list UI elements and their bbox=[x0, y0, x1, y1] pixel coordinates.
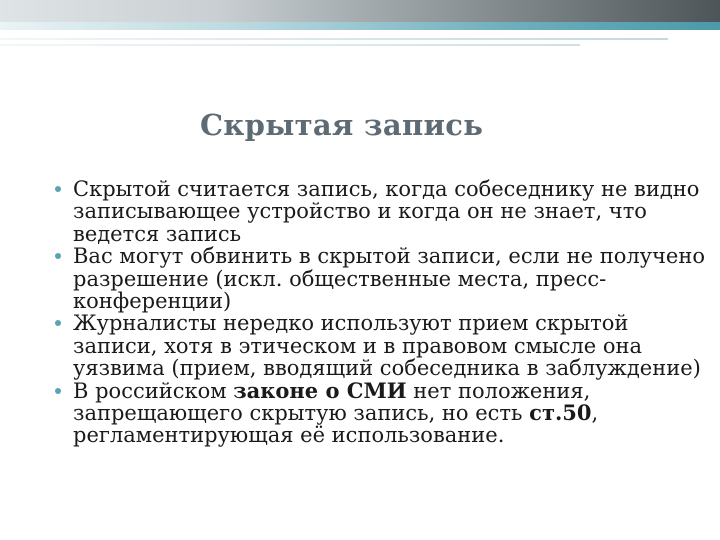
slide-title: Скрытая запись bbox=[200, 108, 484, 142]
bullet-item bbox=[55, 377, 705, 448]
bullet-item bbox=[55, 312, 705, 379]
header-accent-bar bbox=[0, 22, 720, 30]
bullet-icon bbox=[55, 253, 61, 259]
bullet-text: Вас могут обвинить в скрытой записи, если не получено разрешение (искл. общественные места, пресс-конференции) bbox=[73, 244, 705, 314]
header-rule-line-short bbox=[0, 44, 580, 46]
bullet-list bbox=[55, 178, 705, 447]
header-rule-line bbox=[0, 38, 668, 40]
bullet-text bbox=[73, 379, 598, 448]
bullet-text-part: , регламентирующая её использование. bbox=[73, 401, 599, 448]
bullet-text-part: В российском bbox=[73, 378, 234, 403]
bullet-text: Журналисты нередко используют прием скрытой записи, хотя в этическом и в правовом смысле она уязвима (прием, вводящий собеседника в заблуждение) bbox=[73, 311, 701, 381]
bullet-item bbox=[55, 178, 705, 245]
header-decor-bar bbox=[0, 0, 720, 22]
bullet-item bbox=[55, 245, 705, 312]
bullet-icon bbox=[55, 320, 61, 326]
bullet-icon bbox=[55, 388, 61, 394]
article-reference: ст.50 bbox=[529, 400, 592, 426]
bullet-icon bbox=[55, 186, 61, 192]
bullet-text-part: нет положения, запрещающего скрытую запись, но есть bbox=[73, 378, 591, 426]
law-reference: законе о СМИ bbox=[233, 377, 407, 403]
bullet-text: Скрытой считается запись, когда собеседнику не видно записывающее устройство и когда он не знает, что ведется запись bbox=[73, 177, 700, 246]
